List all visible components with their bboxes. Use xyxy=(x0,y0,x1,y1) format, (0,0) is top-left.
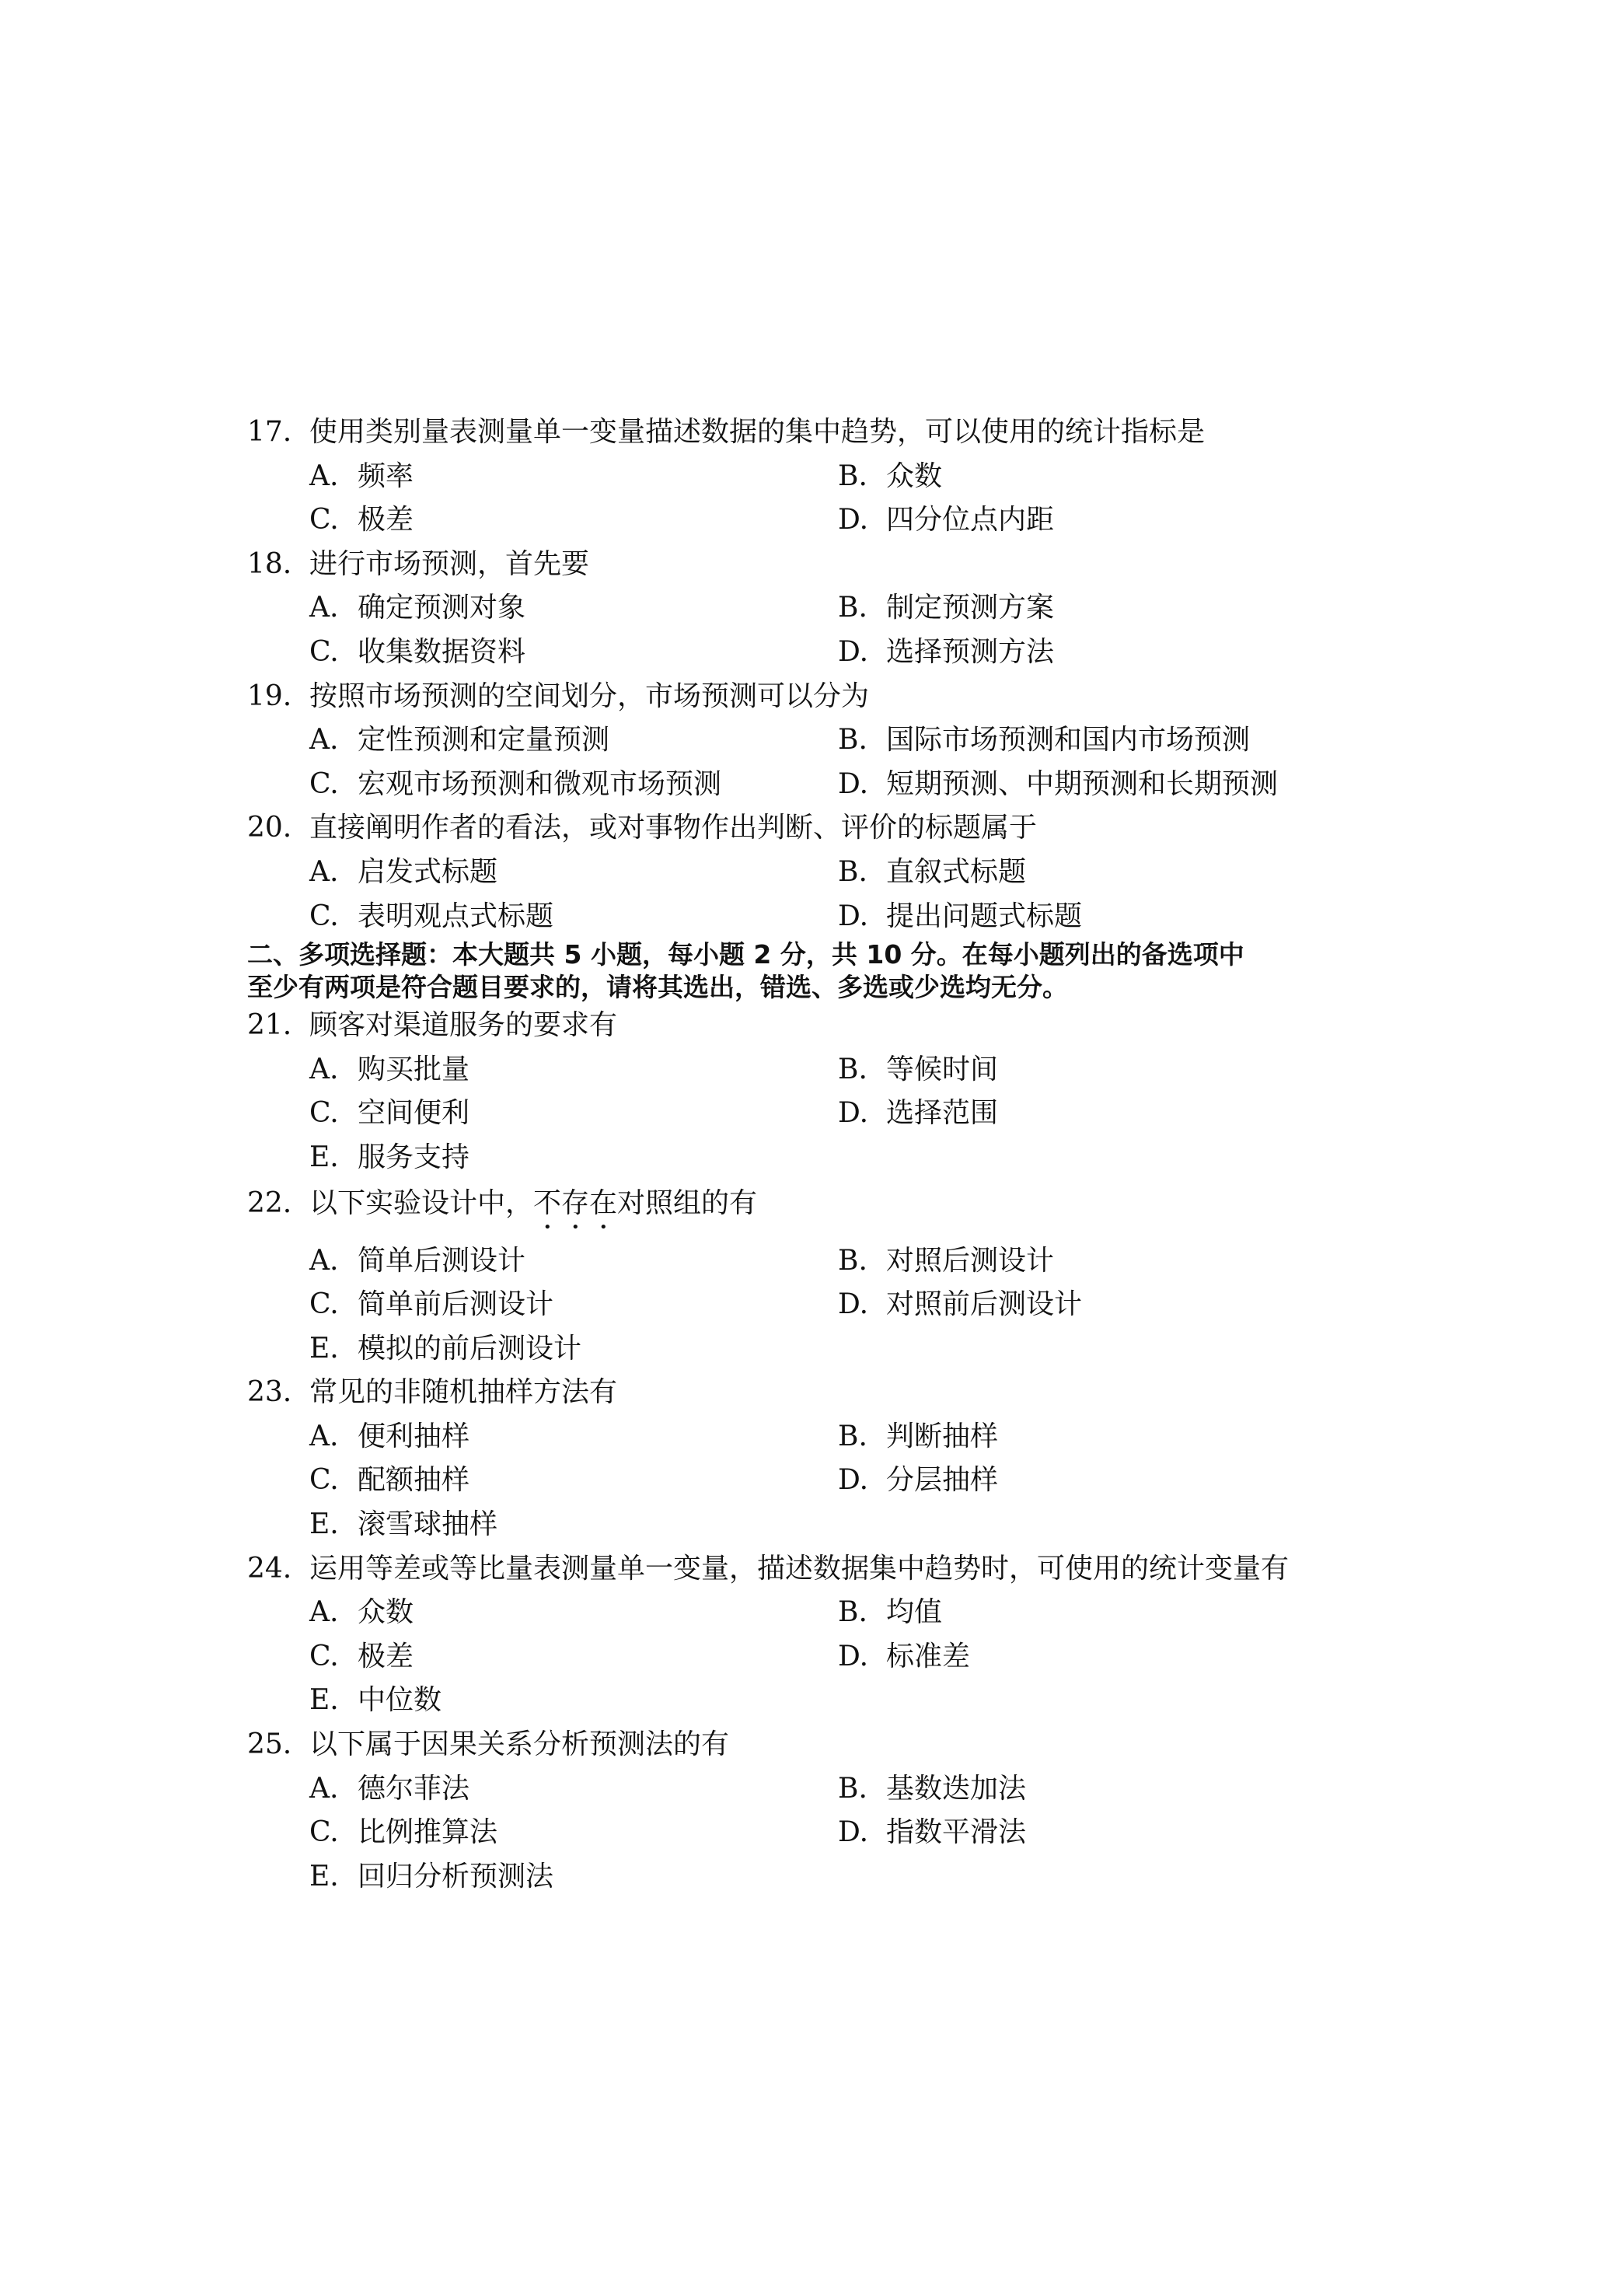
options-row xyxy=(247,1811,1398,1855)
options-row xyxy=(247,631,1398,675)
option-c: C. 收集数据资料 xyxy=(309,635,526,668)
options-row xyxy=(247,1136,1398,1180)
option-c: C. 比例推算法 xyxy=(309,1816,498,1849)
question-text: 进行市场预测，首先要 xyxy=(309,547,590,580)
options-row xyxy=(247,1048,1398,1092)
options-row xyxy=(247,1503,1398,1547)
options-row xyxy=(247,1591,1398,1635)
option-d: D. 分层抽样 xyxy=(838,1464,999,1497)
options-row xyxy=(247,1327,1398,1372)
options-row xyxy=(247,1092,1398,1136)
question-number: 19. xyxy=(247,680,292,712)
option-d: D. 选择预测方法 xyxy=(838,635,1055,668)
options-row xyxy=(247,763,1398,807)
option-b: B. 等候时间 xyxy=(838,1053,999,1085)
option-a: A. 德尔菲法 xyxy=(309,1772,470,1805)
options-row xyxy=(247,851,1398,895)
option-d: D. 标准差 xyxy=(838,1640,971,1672)
option-b: B. 基数迭加法 xyxy=(838,1772,1027,1805)
options-row xyxy=(247,718,1398,763)
question-number: 24. xyxy=(247,1552,292,1585)
option-c: C. 配额抽样 xyxy=(309,1464,470,1497)
exam-content xyxy=(247,411,1398,1899)
option-b: B. 制定预测方案 xyxy=(838,592,1055,624)
options-row xyxy=(247,1283,1398,1327)
option-b: B. 众数 xyxy=(838,460,943,492)
question-number: 21. xyxy=(247,1009,292,1042)
question-25-stem xyxy=(247,1723,1398,1767)
option-e: E. 滚雪球抽样 xyxy=(309,1508,498,1541)
option-c: C. 极差 xyxy=(309,504,414,536)
options-row xyxy=(247,1855,1398,1899)
option-a: A. 购买批量 xyxy=(309,1053,470,1085)
option-b: B. 均值 xyxy=(838,1596,943,1629)
question-number: 20. xyxy=(247,812,292,844)
question-text: 顾客对渠道服务的要求有 xyxy=(309,1009,618,1042)
option-a: A. 便利抽样 xyxy=(309,1420,470,1452)
question-text: 按照市场预测的空间划分，市场预测可以分为 xyxy=(309,680,870,712)
question-17-stem xyxy=(247,411,1398,455)
option-a: A. 众数 xyxy=(309,1596,414,1629)
question-text-pre: 以下实验设计中， xyxy=(309,1186,534,1219)
option-d: D. 四分位点内距 xyxy=(838,504,1055,536)
question-21-stem xyxy=(247,1004,1398,1048)
question-text: 运用等差或等比量表测量单一变量，描述数据集中趋势时，可使用的统计变量有 xyxy=(309,1552,1290,1585)
section-heading-line-2: 至少有两项是符合题目要求的，请将其选出，错选、多选或少选均无分。 xyxy=(247,972,1068,1003)
option-b: B. 国际市场预测和国内市场预测 xyxy=(838,724,1251,757)
option-d: D. 选择范围 xyxy=(838,1097,999,1130)
question-text: 使用类别量表测量单一变量描述数据的集中趋势，可以使用的统计指标是 xyxy=(309,416,1206,448)
option-c: C. 表明观点式标题 xyxy=(309,900,554,932)
option-e: E. 模拟的前后测设计 xyxy=(309,1332,582,1365)
question-23-stem xyxy=(247,1371,1398,1415)
option-d: D. 短期预测、中期预测和长期预测 xyxy=(838,767,1279,800)
question-text: 以下属于因果关系分析预测法的有 xyxy=(309,1728,730,1761)
question-text: 常见的非随机抽样方法有 xyxy=(309,1376,618,1409)
option-d: D. 指数平滑法 xyxy=(838,1816,1027,1849)
question-number: 25. xyxy=(247,1728,292,1761)
option-c: C. 空间便利 xyxy=(309,1097,470,1130)
option-a: A. 频率 xyxy=(309,460,414,492)
question-number: 23. xyxy=(247,1376,292,1409)
option-c: C. 宏观市场预测和微观市场预测 xyxy=(309,767,722,800)
question-text: 直接阐明作者的看法，或对事物作出判断、评价的标题属于 xyxy=(309,812,1038,844)
question-24-stem xyxy=(247,1547,1398,1592)
option-e: E. 服务支持 xyxy=(309,1141,470,1173)
question-number: 18. xyxy=(247,547,292,580)
option-d: D. 提出问题式标题 xyxy=(838,900,1083,932)
options-row xyxy=(247,586,1398,631)
option-a: A. 启发式标题 xyxy=(309,855,498,888)
options-row xyxy=(247,1635,1398,1679)
options-row xyxy=(247,498,1398,543)
options-row xyxy=(247,1679,1398,1723)
option-a: A. 确定预测对象 xyxy=(309,592,526,624)
question-19-stem xyxy=(247,675,1398,719)
question-text-emphasis: 不存在 xyxy=(533,1186,618,1219)
question-number: 17. xyxy=(247,416,292,448)
option-e: E. 中位数 xyxy=(309,1684,442,1717)
option-a: A. 定性预测和定量预测 xyxy=(309,724,610,757)
question-number: 22. xyxy=(247,1186,292,1219)
option-d: D. 对照前后测设计 xyxy=(838,1288,1083,1321)
question-22-stem xyxy=(247,1180,1398,1239)
option-a: A. 简单后测设计 xyxy=(309,1244,526,1277)
question-text-post: 对照组的有 xyxy=(617,1186,758,1219)
options-row xyxy=(247,895,1398,939)
options-row xyxy=(247,455,1398,499)
option-c: C. 极差 xyxy=(309,1640,414,1672)
option-b: B. 直叙式标题 xyxy=(838,855,1027,888)
options-row xyxy=(247,1767,1398,1812)
options-row xyxy=(247,1459,1398,1503)
options-row xyxy=(247,1239,1398,1284)
question-18-stem xyxy=(247,543,1398,587)
option-e: E. 回归分析预测法 xyxy=(309,1860,554,1892)
option-b: B. 判断抽样 xyxy=(838,1420,999,1452)
section-heading-line-1: 二、多项选择题：本大题共 5 小题，每小题 2 分，共 10 分。在每小题列出的备选项中 xyxy=(247,939,1244,970)
options-row xyxy=(247,1415,1398,1459)
option-c: C. 简单前后测设计 xyxy=(309,1288,554,1321)
option-b: B. 对照后测设计 xyxy=(838,1244,1055,1277)
question-20-stem xyxy=(247,806,1398,851)
